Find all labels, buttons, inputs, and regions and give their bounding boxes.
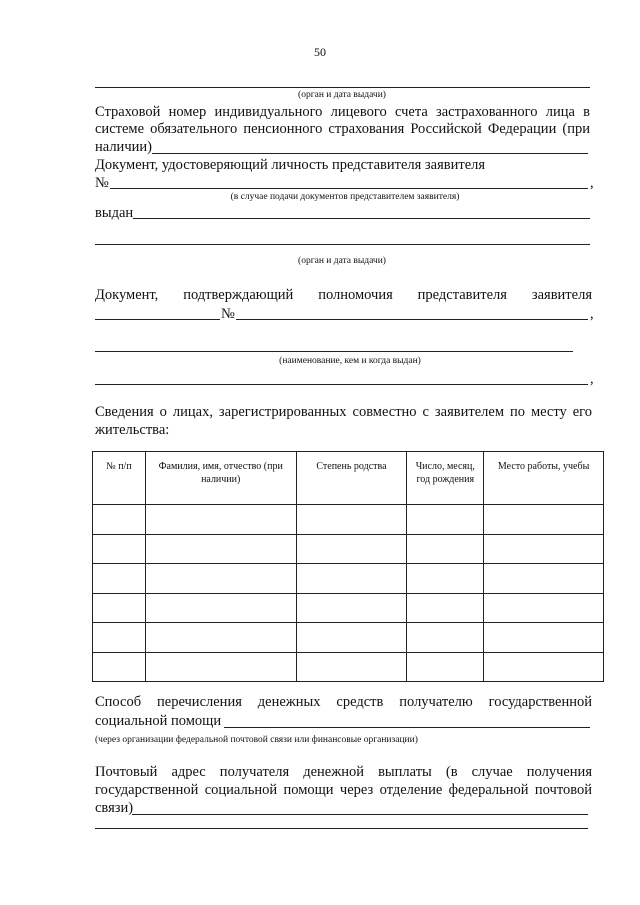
authority-doc-issued-field[interactable] — [95, 351, 573, 352]
table-cell[interactable] — [407, 564, 484, 594]
cohabitants-line-1: Сведения о лицах, зарегистрированных совместно с заявителем по месту его — [95, 404, 592, 420]
header-workplace: Место работы, учебы — [484, 452, 604, 505]
header-relationship: Степень родства — [296, 452, 407, 505]
organ-date-line-1[interactable] — [95, 87, 590, 88]
table-row — [93, 534, 604, 564]
header-birth-date: Число, месяц, год рождения — [407, 452, 484, 505]
caption-organ-date-1: (орган и дата выдачи) — [298, 90, 386, 100]
caption-name-who-when: (наименование, кем и когда выдан) — [279, 356, 421, 366]
table-cell[interactable] — [407, 593, 484, 623]
postal-address-field-1[interactable] — [132, 814, 588, 815]
snils-line-3: наличии) — [95, 139, 152, 155]
postal-line-2: государственной социальной помощи через отделение федеральной почтовой — [95, 782, 592, 798]
snils-line-2: системе обязательного пенсионного страхования Российской Федерации (при — [95, 121, 590, 137]
table-cell[interactable] — [407, 652, 484, 682]
table-cell[interactable] — [484, 593, 604, 623]
header-full-name: Фамилия, имя, отчество (при наличии) — [145, 452, 296, 505]
table-cell[interactable] — [93, 505, 146, 535]
table-cell[interactable] — [484, 534, 604, 564]
rep-doc-issued-field[interactable] — [133, 218, 590, 219]
table-cell[interactable] — [145, 505, 296, 535]
authority-doc-number-label: № — [221, 306, 235, 322]
rep-doc-issued-label: выдан — [95, 205, 134, 221]
postal-address-field-2[interactable] — [95, 828, 588, 829]
payment-line-1: Способ перечисления денежных средств получателю государственной — [95, 694, 592, 710]
table-row — [93, 593, 604, 623]
table-cell[interactable] — [484, 652, 604, 682]
table-cell[interactable] — [296, 505, 407, 535]
payment-method-field[interactable] — [224, 727, 590, 728]
authority-doc-number-field[interactable] — [236, 319, 588, 320]
table-cell[interactable] — [484, 564, 604, 594]
table-cell[interactable] — [145, 623, 296, 653]
rep-doc-comma: , — [590, 175, 594, 191]
table-cell[interactable] — [93, 652, 146, 682]
header-number: № п/п — [93, 452, 146, 505]
caption-organ-date-2: (орган и дата выдачи) — [298, 256, 386, 266]
table-row — [93, 505, 604, 535]
cohabitants-line-2: жительства: — [95, 422, 170, 438]
payment-line-2: социальной помощи — [95, 713, 222, 729]
table-cell[interactable] — [296, 534, 407, 564]
rep-doc-number-label: № — [95, 175, 109, 191]
postal-line-3: связи) — [95, 800, 134, 816]
cohabitants-table — [92, 451, 604, 682]
table-cell[interactable] — [93, 534, 146, 564]
caption-payment-via: (через организации федеральной почтовой связи или финансовые организации) — [95, 735, 418, 745]
table-cell[interactable] — [145, 593, 296, 623]
authority-doc-comma: , — [590, 306, 594, 322]
table-cell[interactable] — [407, 534, 484, 564]
table-cell[interactable] — [407, 505, 484, 535]
table-cell[interactable] — [145, 534, 296, 564]
caption-representative-case: (в случае подачи документов представителем заявителя) — [230, 192, 460, 202]
authority-doc-comma-2: , — [590, 371, 594, 387]
snils-field[interactable] — [152, 153, 588, 154]
organ-date-line-2[interactable] — [95, 244, 590, 245]
table-cell[interactable] — [296, 564, 407, 594]
table-cell[interactable] — [93, 593, 146, 623]
table-cell[interactable] — [296, 652, 407, 682]
table-cell[interactable] — [93, 623, 146, 653]
table-cell[interactable] — [145, 652, 296, 682]
authority-doc-extra-field[interactable] — [95, 384, 588, 385]
rep-doc-number-field[interactable] — [110, 188, 588, 189]
rep-doc-title: Документ, удостоверяющий личность представителя заявителя — [95, 157, 486, 173]
page-number: 50 — [314, 45, 326, 59]
table-row — [93, 564, 604, 594]
table-cell[interactable] — [484, 623, 604, 653]
postal-line-1: Почтовый адрес получателя денежной выплаты (в случае получения — [95, 764, 592, 780]
table-cell[interactable] — [145, 564, 296, 594]
table-cell[interactable] — [93, 564, 146, 594]
table-row — [93, 652, 604, 682]
table-cell[interactable] — [296, 593, 407, 623]
table-cell[interactable] — [407, 623, 484, 653]
table-cell[interactable] — [484, 505, 604, 535]
snils-line-1: Страховой номер индивидуального лицевого счета застрахованного лица в — [95, 104, 590, 120]
table-cell[interactable] — [296, 623, 407, 653]
table-header-row — [93, 452, 604, 505]
authority-doc-line-1: Документ, подтверждающий полномочия представителя заявителя — [95, 287, 592, 303]
table-row — [93, 623, 604, 653]
authority-doc-prefix-field[interactable] — [95, 319, 220, 320]
